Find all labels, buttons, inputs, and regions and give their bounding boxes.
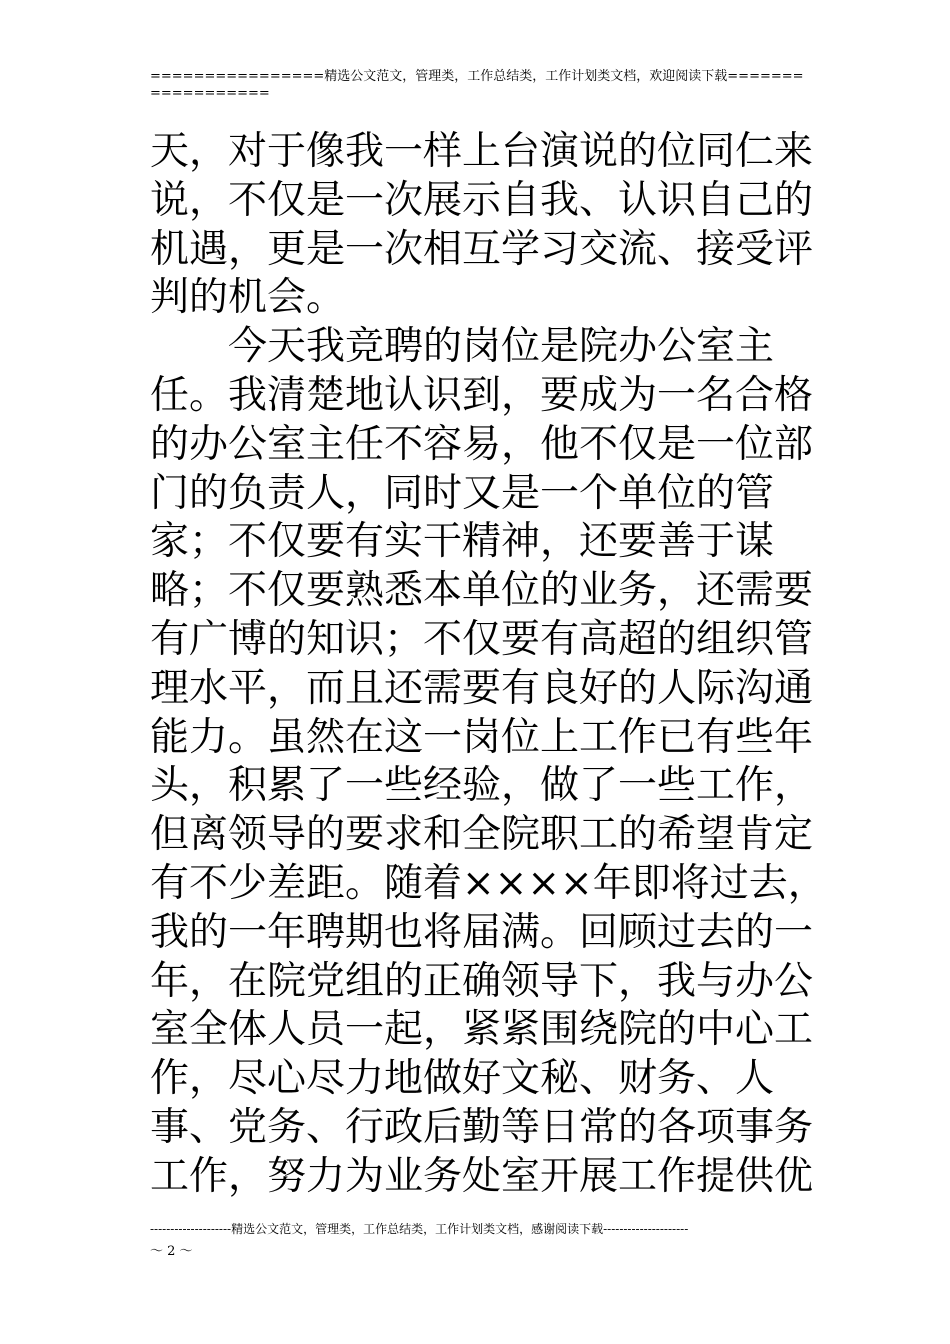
- text-line: 理水平，而且还需要有良好的人际沟通: [150, 665, 814, 711]
- document-body: [150, 128, 827, 1202]
- text-line: 说，不仅是一次展示自我、认识自己的: [150, 177, 814, 223]
- text-line: 门的负责人，同时又是一个单位的管: [150, 470, 775, 516]
- text-line: 能力。虽然在这一岗位上工作已有些年: [150, 714, 814, 760]
- text-line: 作，尽心尽力地做好文秘、财务、人: [150, 1056, 775, 1102]
- text-line: 判的机会。: [150, 275, 346, 321]
- text-line: 家；不仅要有实干精神，还要善于谋: [150, 519, 775, 565]
- text-line: 事、党务、行政后勤等日常的各项事务: [150, 1104, 814, 1150]
- text-line: 机遇，更是一次相互学习交流、接受评: [150, 226, 814, 272]
- text-line: 天，对于像我一样上台演说的位同仁来: [150, 129, 814, 174]
- footer-banner: --------------------精选公文范文，管理类，工作总结类，工作计划类文档，感谢阅读下载---------------------: [150, 1222, 689, 1236]
- page-number: ～ 2 ～: [150, 1244, 193, 1259]
- header-banner: ================精选公文范文，管理类，工作总结类，工作计划类文档，欢迎阅读下载==================: [150, 69, 804, 101]
- text-line: 有广博的知识；不仅要有高超的组织管: [150, 616, 814, 662]
- text-line: 今天我竞聘的岗位是院办公室主: [150, 324, 775, 370]
- text-line: 工作，努力为业务处室开展工作提供优: [150, 1153, 814, 1199]
- text-line: 但离领导的要求和全院职工的希望肯定: [150, 812, 814, 858]
- text-line: 我的一年聘期也将届满。回顾过去的一: [150, 909, 814, 955]
- text-line: 略；不仅要熟悉本单位的业务，还需要: [150, 568, 814, 614]
- text-line: 年，在院党组的正确领导下，我与办公: [150, 958, 814, 1004]
- text-line: 室全体人员一起，紧紧围绕院的中心工: [150, 1007, 814, 1053]
- text-line: 任。我清楚地认识到，要成为一名合格: [150, 372, 814, 418]
- text-line: 有不少差距。随着××××年即将过去，: [150, 860, 827, 906]
- text-line: 头，积累了一些经验，做了一些工作，: [150, 763, 814, 809]
- text-line: 的办公室主任不容易，他不仅是一位部: [150, 421, 814, 467]
